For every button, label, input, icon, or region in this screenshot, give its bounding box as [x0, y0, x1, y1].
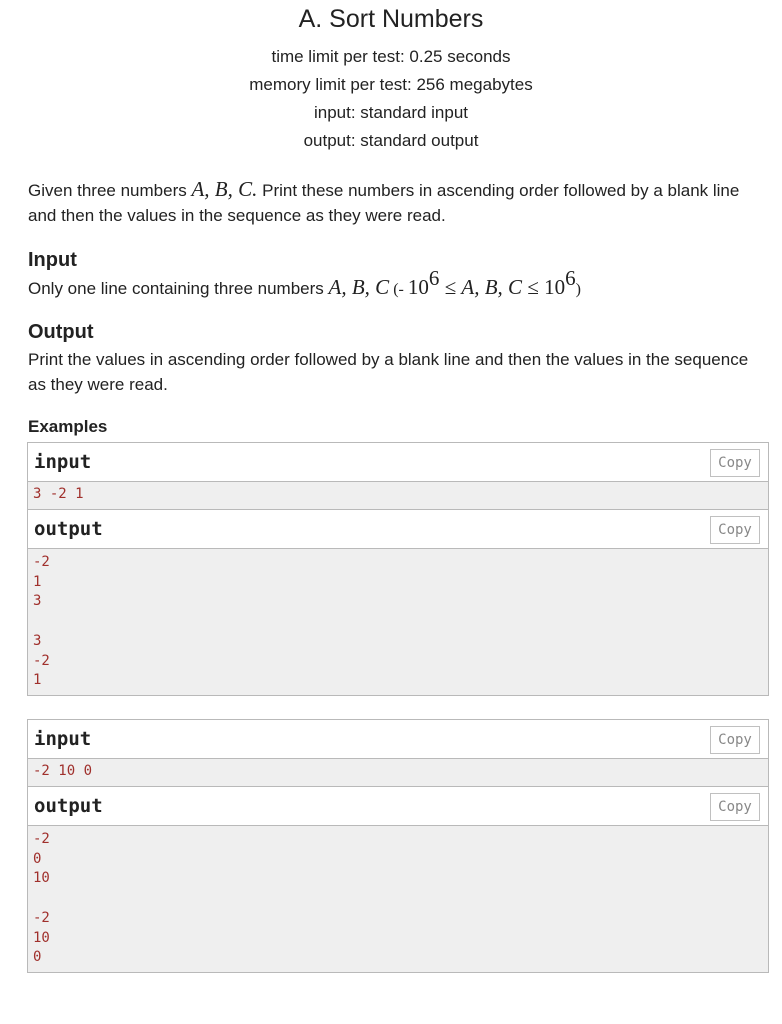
example-2-output-header — [28, 786, 768, 826]
example-2 — [27, 719, 769, 973]
output-type: output: standard output — [303, 131, 479, 150]
constraint-exp-right: 6 — [565, 266, 576, 290]
problem-header — [0, 0, 782, 155]
example-2-output-value: -2 0 10 -2 10 0 — [28, 826, 768, 972]
input-type: input: standard input — [313, 103, 469, 122]
output-heading: Output — [28, 321, 94, 343]
example-2-input-title: input — [34, 728, 92, 750]
output-description: Print the values in ascending order followed by a blank line and then the values in the sequence as they were read. — [28, 350, 749, 394]
input-math-vars: A, B, C — [328, 275, 390, 299]
memory-limit: memory limit per test: 256 megabytes — [249, 75, 533, 94]
example-2-input-copy-button[interactable]: Copy — [710, 726, 760, 754]
constraint-vars: A, B, C — [461, 275, 523, 299]
examples-label: Examples — [28, 417, 108, 436]
constraint-exp-left: 6 — [428, 266, 440, 290]
constraint-base-left: 10 — [407, 275, 429, 299]
statement-text-after: Print these numbers in ascending order followed by a blank line and then the values in the sequence as they were read. — [28, 181, 740, 225]
output-section — [28, 319, 770, 397]
example-1-output-title: output — [34, 518, 103, 540]
problem-title: A. Sort Numbers — [298, 5, 484, 33]
example-1-input-title: input — [34, 451, 92, 473]
input-description — [28, 266, 770, 302]
input-section — [28, 247, 770, 302]
example-2-output-copy-button[interactable]: Copy — [710, 793, 760, 821]
constraint-leq-left: ≤ — [439, 275, 462, 299]
time-limit: time limit per test: 0.25 seconds — [271, 47, 511, 66]
example-1-output-copy-button[interactable]: Copy — [710, 516, 760, 544]
example-1-input-header — [28, 443, 768, 482]
example-2-output-title: output — [34, 795, 103, 817]
constraint-leq-right: ≤ — [522, 275, 545, 299]
example-2-input-header — [28, 720, 768, 759]
constraint-base-right: 10 — [544, 275, 566, 299]
example-1-output-value: -2 1 3 3 -2 1 — [28, 549, 768, 695]
statement-math: A, B, C. — [191, 177, 258, 201]
example-1 — [27, 442, 769, 696]
statement-text-before: Given three numbers — [28, 181, 192, 200]
example-1-input-copy-button[interactable]: Copy — [710, 449, 760, 477]
input-text: Only one line containing three numbers — [28, 279, 329, 298]
example-1-output-header — [28, 509, 768, 549]
constraint-close: ) — [575, 281, 581, 298]
constraint-minus: - — [398, 281, 408, 298]
example-1-input-value: 3 -2 1 — [28, 482, 768, 509]
problem-statement — [28, 177, 770, 228]
input-heading: Input — [28, 249, 77, 271]
constraint-open: ( — [389, 281, 399, 298]
example-2-input-value: -2 10 0 — [28, 759, 768, 786]
